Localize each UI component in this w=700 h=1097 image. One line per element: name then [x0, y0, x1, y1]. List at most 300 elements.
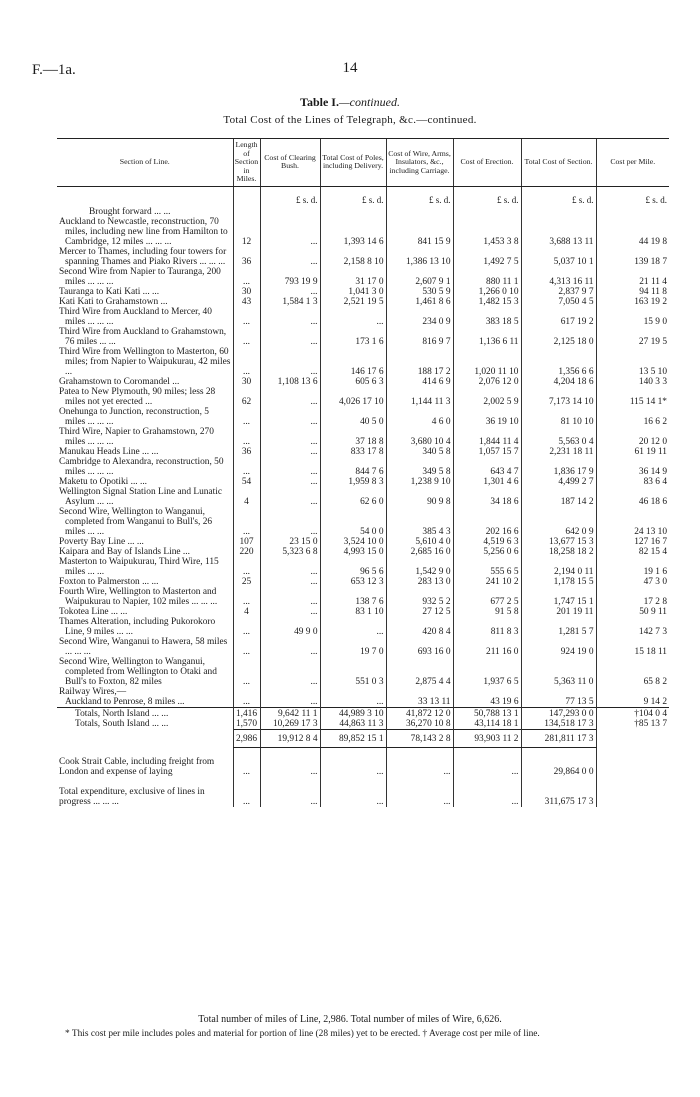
cell-value: 1,266 0 10: [453, 287, 521, 297]
table-row: [57, 537, 669, 547]
cell-value: 140 3 3: [596, 377, 669, 387]
cell-section: Thames Alteration, including Pukorokoro Line, 9 miles ... ...: [59, 616, 216, 637]
cell-value: 36: [233, 247, 260, 267]
cell-value: 15 9 0: [596, 307, 669, 327]
cell-value: [453, 207, 521, 217]
cell-value: ...: [260, 387, 320, 407]
column-header-1: Length of Section in Miles.: [233, 139, 260, 187]
cell-value: 54: [233, 477, 260, 487]
cell-value: ...: [260, 697, 320, 708]
cell-value: ...: [233, 697, 260, 708]
cell-section: Totals, North Island ... ...: [57, 707, 233, 719]
cell-value: 4: [233, 607, 260, 617]
cell-value: 605 6 3: [320, 377, 386, 387]
cell-value: 138 7 6: [320, 587, 386, 607]
cell-value: 201 19 11: [521, 607, 596, 617]
cell-value: 5,037 10 1: [521, 247, 596, 267]
column-header-6: Total Cost of Section.: [521, 139, 596, 187]
cell-value: 36 19 10: [453, 407, 521, 427]
cell-value: 24 13 10: [596, 507, 669, 537]
cell-section: Third Wire from Wellington to Masterton, 60 miles; from Napier to Waipukurau, 42 miles ...: [59, 346, 231, 377]
table-row: [57, 307, 669, 327]
cell-value: 5,256 0 6: [453, 547, 521, 557]
cell-value: 1,570: [233, 719, 260, 730]
table-row: [57, 447, 669, 457]
cell-value: 2,875 4 4: [386, 657, 453, 687]
cell-value: ...: [260, 607, 320, 617]
cell-value: 4 6 0: [386, 407, 453, 427]
cell-value: 340 5 8: [386, 447, 453, 457]
cell-value: [260, 207, 320, 217]
cell-section: Second Wire from Napier to Tauranga, 200 miles ... ... ...: [59, 266, 221, 287]
cell-value: 311,675 17 3: [521, 777, 596, 807]
table-row: [57, 507, 669, 537]
table-row: [57, 387, 669, 407]
cell-value: 90 9 8: [386, 487, 453, 507]
cell-value: 19 1 6: [596, 557, 669, 577]
cell-value: [596, 747, 669, 777]
cell-value: [260, 687, 320, 697]
cell-section: Maketu to Opotiki ... ...: [59, 476, 148, 487]
cell-value: 16 6 2: [596, 407, 669, 427]
cell-value: ...: [260, 637, 320, 657]
cell-section: Cambridge to Alexandra, reconstruction, 50 miles ... ... ...: [59, 456, 224, 477]
cell-value: 1,178 15 5: [521, 577, 596, 587]
cell-value: [596, 687, 669, 697]
cell-value: ...: [260, 487, 320, 507]
cell-value: 46 18 6: [596, 487, 669, 507]
cell-value: 833 17 8: [320, 447, 386, 457]
cell-value: 29,864 0 0: [521, 747, 596, 777]
cell-value: †85 13 7: [596, 719, 669, 730]
cell-section: Cook Strait Cable, including freight from London and expense of laying: [59, 757, 215, 778]
column-header-4: Cost of Wire, Arms, Insulators, &c., including Carriage.: [386, 139, 453, 187]
table-row: [57, 487, 669, 507]
cell-section: Foxton to Palmerston ... ...: [59, 576, 159, 587]
cell-section: Total expenditure, exclusive of lines in progress ... ... ...: [59, 787, 205, 808]
cell-value: 2,002 5 9: [453, 387, 521, 407]
table-row: [57, 407, 669, 427]
cell-value: ...: [233, 507, 260, 537]
page-code: F.—1a.: [32, 62, 76, 78]
cell-value: 61 19 11: [596, 447, 669, 457]
cell-value: 44 19 8: [596, 217, 669, 247]
table-row: [57, 347, 669, 377]
cell-value: [320, 207, 386, 217]
column-header-row: [57, 139, 669, 187]
cell-section: Brought forward ... ...: [89, 206, 171, 217]
cell-value: £ s. d.: [596, 186, 669, 207]
table-row: [57, 587, 669, 607]
cell-value: 1,959 8 3: [320, 477, 386, 487]
cell-value: 10,269 17 3: [260, 719, 320, 730]
cell-value: ...: [233, 427, 260, 447]
table-row: [57, 547, 669, 557]
cell-value: 530 5 9: [386, 287, 453, 297]
cell-value: 173 1 6: [320, 327, 386, 347]
table-row: [57, 287, 669, 297]
cell-value: [233, 207, 260, 217]
cell-value: 1,136 6 11: [453, 327, 521, 347]
cell-value: 2,076 12 0: [453, 377, 521, 387]
cell-value: 146 17 6: [320, 347, 386, 377]
cell-value: 41,872 12 0: [386, 707, 453, 719]
grand-total-row: [57, 729, 669, 747]
cell-value: 4,204 18 6: [521, 377, 596, 387]
table-row: [57, 247, 669, 267]
cell-value: 94 11 8: [596, 287, 669, 297]
cell-value: 414 6 9: [386, 377, 453, 387]
cell-value: 617 19 2: [521, 307, 596, 327]
cell-value: ...: [233, 407, 260, 427]
cell-value: 12: [233, 217, 260, 247]
cell-value: 220: [233, 547, 260, 557]
cell-value: [596, 777, 669, 807]
cell-section: Kaipara and Bay of Islands Line ...: [59, 546, 190, 557]
cell-value: 5,323 6 8: [260, 547, 320, 557]
extra-row: [57, 747, 669, 777]
cell-section: Onehunga to Junction, reconstruction, 5 miles ... ... ...: [59, 406, 209, 427]
table-row: [57, 617, 669, 637]
cell-section: Tokotea Line ... ...: [59, 606, 128, 617]
cell-value: 9 14 2: [596, 697, 669, 708]
cell-section: Poverty Bay Line ... ...: [59, 536, 144, 547]
cell-value: ...: [260, 327, 320, 347]
cell-value: 811 8 3: [453, 617, 521, 637]
cell-value: 30: [233, 287, 260, 297]
cell-value: 43,114 18 1: [453, 719, 521, 730]
cell-value: 62: [233, 387, 260, 407]
table-row: [57, 697, 669, 708]
cell-value: 643 4 7: [453, 457, 521, 477]
table-row: [57, 657, 669, 687]
cell-value: 1,844 11 4: [453, 427, 521, 447]
table-row: [57, 457, 669, 477]
cell-section: Second Wire, Wanganui to Hawera, 58 miles ... ... ...: [59, 636, 228, 657]
cell-value: 653 12 3: [320, 577, 386, 587]
cell-section: Auckland to Newcastle, reconstruction, 70 miles, including new line from Hamilton to Cambridge, 12 miles ... ... ...: [59, 216, 228, 247]
cell-value: 107: [233, 537, 260, 547]
cell-value: ...: [260, 217, 320, 247]
cell-value: 27 19 5: [596, 327, 669, 347]
cell-value: ...: [233, 777, 260, 807]
cell-value: 1,584 1 3: [260, 297, 320, 307]
cell-value: ...: [260, 577, 320, 587]
cell-section: [57, 729, 233, 747]
cell-section: Second Wire, Wellington to Wanganui, completed from Wanganui to Bull's, 26 miles ... ...: [59, 506, 213, 537]
cell-value: 34 18 6: [453, 487, 521, 507]
cell-value: £ s. d.: [453, 186, 521, 207]
cell-value: ...: [233, 347, 260, 377]
cell-value: 385 4 3: [386, 507, 453, 537]
column-header-3: Total Cost of Poles, including Delivery.: [320, 139, 386, 187]
table-row: [57, 207, 669, 217]
cell-value: [521, 207, 596, 217]
table-row: [57, 267, 669, 287]
cell-value: 1,393 14 6: [320, 217, 386, 247]
cell-value: 65 8 2: [596, 657, 669, 687]
cell-value: ...: [260, 657, 320, 687]
table-row: [57, 217, 669, 247]
cell-value: 91 5 8: [453, 607, 521, 617]
cell-value: ...: [233, 657, 260, 687]
cell-value: 1,238 9 10: [386, 477, 453, 487]
cell-value: 44,863 11 3: [320, 719, 386, 730]
cell-value: 2,125 18 0: [521, 327, 596, 347]
cell-value: 147,293 0 0: [521, 707, 596, 719]
cell-value: [596, 207, 669, 217]
cell-value: 134,518 17 3: [521, 719, 596, 730]
cell-value: 551 0 3: [320, 657, 386, 687]
cell-value: 555 6 5: [453, 557, 521, 577]
cell-value: £ s. d.: [320, 186, 386, 207]
cell-value: 1,386 13 10: [386, 247, 453, 267]
table-row: [57, 377, 669, 387]
cell-section: Second Wire, Wellington to Wanganui, completed from Wellington to Otaki and Bull's to Foxton, 82 miles: [59, 656, 217, 687]
cell-value: 420 8 4: [386, 617, 453, 637]
cell-value: 77 13 5: [521, 697, 596, 708]
cell-value: ...: [233, 327, 260, 347]
cell-value: 211 16 0: [453, 637, 521, 657]
cell-value: [233, 186, 260, 207]
cell-value: 7,173 14 10: [521, 387, 596, 407]
cell-value: 15 18 11: [596, 637, 669, 657]
cell-value: 187 14 2: [521, 487, 596, 507]
cell-value: 1,492 7 5: [453, 247, 521, 267]
cell-section: Third Wire from Auckland to Mercer, 40 miles ... ... ...: [59, 306, 212, 327]
cell-value: 25: [233, 577, 260, 587]
cell-value: 43: [233, 297, 260, 307]
telegraph-cost-table: [57, 138, 669, 807]
cell-value: 2,194 0 11: [521, 557, 596, 577]
cell-value: 20 12 0: [596, 427, 669, 447]
cell-value: 50 9 11: [596, 607, 669, 617]
cell-value: 13 5 10: [596, 347, 669, 377]
cell-value: 1,453 3 8: [453, 217, 521, 247]
cell-value: 841 15 9: [386, 217, 453, 247]
cell-value: 1,461 8 6: [386, 297, 453, 307]
cell-value: 36 14 9: [596, 457, 669, 477]
cell-value: ...: [233, 267, 260, 287]
cell-section: Tauranga to Kati Kati ... ...: [59, 286, 160, 297]
footnote: * This cost per mile includes poles and material for portion of line (28 miles) yet to be erected. † Average cost per mile of line.: [65, 1029, 540, 1039]
cell-value: 44,989 3 10: [320, 707, 386, 719]
cell-section: Masterton to Waipukurau, Third Wire, 115 miles ... ...: [59, 556, 219, 577]
cell-value: 33 13 11: [386, 697, 453, 708]
cell-value: 3,524 10 0: [320, 537, 386, 547]
cell-value: ...: [386, 777, 453, 807]
cell-value: ...: [260, 447, 320, 457]
cell-value: ...: [320, 307, 386, 327]
cell-value: 21 11 4: [596, 267, 669, 287]
cell-value: 7,050 4 5: [521, 297, 596, 307]
cell-value: ...: [320, 747, 386, 777]
cell-value: 1,108 13 6: [260, 377, 320, 387]
cell-value: 54 0 0: [320, 507, 386, 537]
cell-value: £ s. d.: [260, 186, 320, 207]
cell-value: [233, 687, 260, 697]
cell-value: 139 18 7: [596, 247, 669, 267]
cell-value: ...: [260, 507, 320, 537]
cell-value: 49 9 0: [260, 617, 320, 637]
cell-value: 1,542 9 0: [386, 557, 453, 577]
table-row: [57, 607, 669, 617]
cell-value: 30: [233, 377, 260, 387]
cell-value: 17 2 8: [596, 587, 669, 607]
table-body: [57, 186, 669, 807]
cell-value: 4: [233, 487, 260, 507]
page-number: 14: [342, 60, 358, 76]
cell-value: 37 18 8: [320, 427, 386, 447]
cell-value: 2,986: [233, 729, 260, 747]
cell-value: ...: [260, 557, 320, 577]
cell-value: ...: [320, 617, 386, 637]
cell-value: 127 16 7: [596, 537, 669, 547]
cell-value: ...: [233, 557, 260, 577]
cell-value: 40 5 0: [320, 407, 386, 427]
cell-value: ...: [260, 747, 320, 777]
column-header-2: Cost of Clearing Bush.: [260, 139, 320, 187]
cell-value: 93,903 11 2: [453, 729, 521, 747]
cell-value: 4,993 15 0: [320, 547, 386, 557]
table-row: [57, 637, 669, 657]
cell-value: 5,610 4 0: [386, 537, 453, 547]
cell-value: 4,519 6 3: [453, 537, 521, 547]
cell-section: [57, 186, 233, 207]
cell-value: 82 15 4: [596, 547, 669, 557]
cell-value: 115 14 1*: [596, 387, 669, 407]
cell-value: ...: [260, 457, 320, 477]
cell-value: 9,642 11 1: [260, 707, 320, 719]
cell-value: [320, 687, 386, 697]
cell-value: 3,688 13 11: [521, 217, 596, 247]
table-row: [57, 427, 669, 447]
cell-value: ...: [233, 637, 260, 657]
cell-value: £ s. d.: [386, 186, 453, 207]
cell-value: 2,607 9 1: [386, 267, 453, 287]
summary-line: Total number of miles of Line, 2,986. Total number of miles of Wire, 6,626.: [198, 1014, 502, 1025]
cell-value: ...: [233, 587, 260, 607]
cell-section: Totals, South Island ... ...: [75, 719, 169, 730]
cell-value: ...: [233, 457, 260, 477]
cell-value: 4,499 2 7: [521, 477, 596, 487]
cell-value: ...: [233, 617, 260, 637]
cell-value: 81 10 10: [521, 407, 596, 427]
cell-value: ...: [260, 477, 320, 487]
cell-section: Manukau Heads Line ... ...: [59, 446, 159, 457]
table-title-text: Table I.: [300, 95, 339, 109]
cell-value: 793 19 9: [260, 267, 320, 287]
table-row: [57, 297, 669, 307]
cell-section: Third Wire, Napier to Grahamstown, 270 miles ... ... ...: [59, 426, 214, 447]
cell-value: ...: [233, 307, 260, 327]
cell-value: 1,020 11 10: [453, 347, 521, 377]
cell-value: ...: [260, 587, 320, 607]
cell-value: 1,836 17 9: [521, 457, 596, 477]
cell-value: 202 16 6: [453, 507, 521, 537]
cell-value: 89,852 15 1: [320, 729, 386, 747]
cell-value: 83 1 10: [320, 607, 386, 617]
cell-value: ...: [260, 307, 320, 327]
cell-value: 349 5 8: [386, 457, 453, 477]
cell-value: 2,685 16 0: [386, 547, 453, 557]
cell-value: ...: [260, 247, 320, 267]
cell-value: ...: [320, 777, 386, 807]
cell-value: 2,521 19 5: [320, 297, 386, 307]
totals-row: [57, 719, 669, 730]
cell-value: 1,416: [233, 707, 260, 719]
cell-value: 18,258 18 2: [521, 547, 596, 557]
cell-value: 1,356 6 6: [521, 347, 596, 377]
cell-value: 31 17 0: [320, 267, 386, 287]
cell-value: 1,281 5 7: [521, 617, 596, 637]
table-title: [0, 95, 700, 110]
cell-value: 19 7 0: [320, 637, 386, 657]
cell-value: ...: [233, 747, 260, 777]
cell-value: 241 10 2: [453, 577, 521, 587]
cell-value: 163 19 2: [596, 297, 669, 307]
cell-section: Fourth Wire, Wellington to Masterton and Waipukurau to Napier, 102 miles ... ... ...: [59, 586, 218, 607]
cell-value: ...: [260, 427, 320, 447]
cell-value: [386, 207, 453, 217]
cell-value: [521, 687, 596, 697]
table-title-continued: —continued.: [338, 95, 400, 109]
cell-value: 844 7 6: [320, 457, 386, 477]
cell-value: 36: [233, 447, 260, 457]
cell-value: [596, 729, 669, 747]
cell-value: [453, 687, 521, 697]
cell-value: 13,677 15 3: [521, 537, 596, 547]
cell-value: 932 5 2: [386, 587, 453, 607]
cell-value: 2,158 8 10: [320, 247, 386, 267]
cell-value: 1,041 3 0: [320, 287, 386, 297]
cell-value: ...: [260, 407, 320, 427]
cell-value: 19,912 8 4: [260, 729, 320, 747]
cell-value: 924 19 0: [521, 637, 596, 657]
cell-value: 880 11 1: [453, 267, 521, 287]
cell-value: ...: [260, 287, 320, 297]
cell-value: 142 7 3: [596, 617, 669, 637]
column-header-7: Cost per Mile.: [596, 139, 669, 187]
cell-value: 50,788 13 1: [453, 707, 521, 719]
cell-section: Railway Wires,—: [59, 686, 127, 697]
cell-section: Patea to New Plymouth, 90 miles; less 28 miles not yet erected ...: [59, 386, 216, 407]
cell-value: 1,937 6 5: [453, 657, 521, 687]
cell-value: 83 6 4: [596, 477, 669, 487]
table-subtitle: Total Cost of the Lines of Telegraph, &c.—continued.: [223, 114, 477, 126]
cell-value: †104 0 4: [596, 707, 669, 719]
cell-value: 2,837 9 7: [521, 287, 596, 297]
cell-value: £ s. d.: [521, 186, 596, 207]
extra-row: [57, 777, 669, 807]
cell-value: ...: [453, 777, 521, 807]
cell-value: 1,057 15 7: [453, 447, 521, 457]
cell-value: ...: [320, 697, 386, 708]
cell-value: 4,026 17 10: [320, 387, 386, 407]
cell-value: ...: [386, 747, 453, 777]
cell-value: 3,680 10 4: [386, 427, 453, 447]
cell-value: 1,747 15 1: [521, 587, 596, 607]
table-row: [57, 327, 669, 347]
cell-value: 1,144 11 3: [386, 387, 453, 407]
cell-value: 693 16 0: [386, 637, 453, 657]
totals-row: [57, 707, 669, 719]
cell-value: 4,313 16 11: [521, 267, 596, 287]
cell-value: ...: [260, 777, 320, 807]
cell-value: 43 19 6: [453, 697, 521, 708]
cell-value: 5,563 0 4: [521, 427, 596, 447]
cell-section: Wellington Signal Station Line and Lunatic Asylum ... ...: [59, 486, 223, 507]
